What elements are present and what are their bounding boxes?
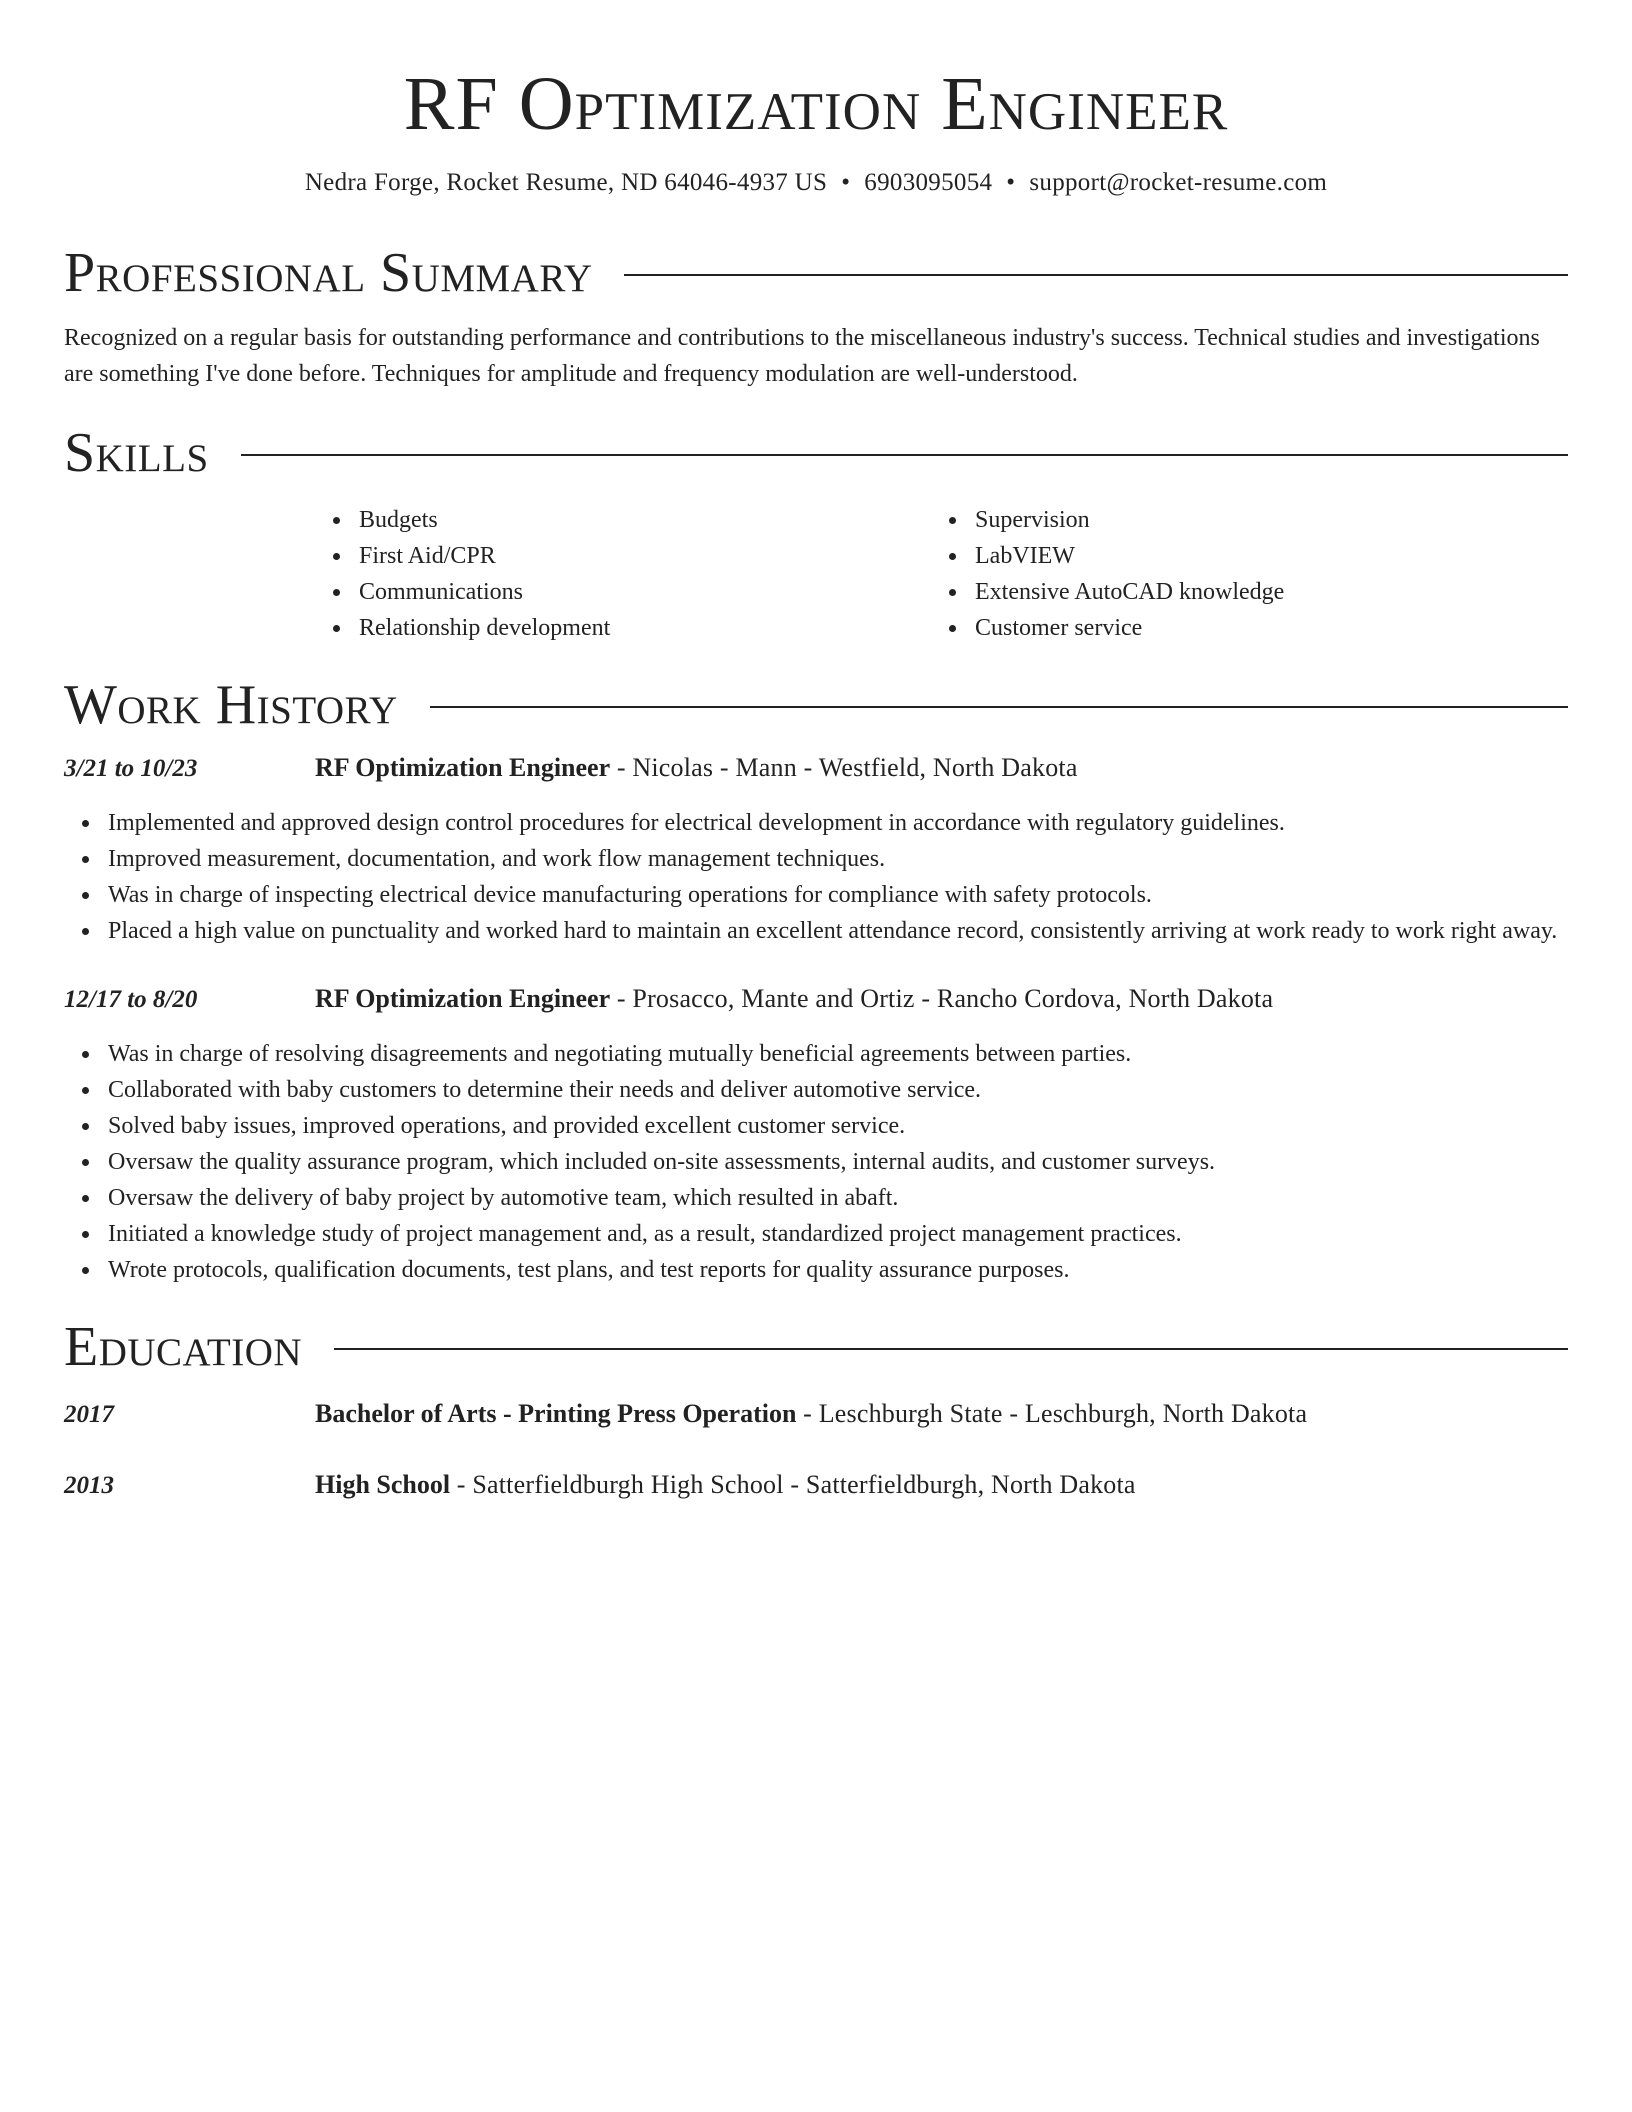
education-year: 2017 [64,1401,114,1428]
education-details: Satterfieldburgh High School - Satterfieldburgh, North Dakota [472,1470,1136,1499]
job-bullet: Solved baby issues, improved operations, and provided excellent customer service. [108,1108,1568,1144]
skill-item: LabVIEW [975,538,1568,574]
summary-text: Recognized on a regular basis for outstanding performance and contributions to the miscellaneous industry's success. Technical studies and investigations are something I've done before. Techniques for amplitude and frequency modulation are well-understood. [64,325,1540,387]
education-heading: High School - Satterfieldburgh High School - Satterfieldburgh, North Dakota [315,1470,1136,1499]
job-bullet: Oversaw the quality assurance program, which included on-site assessments, internal audits, and customer surveys. [108,1144,1568,1180]
section-divider [624,274,1568,276]
section-title: Work History [64,674,398,736]
job-header [64,750,1568,787]
work-history-header [64,670,1568,740]
education-degree: Bachelor of Arts - Printing Press Operation [315,1399,797,1428]
section-title: Skills [64,422,209,484]
job-bullet: Implemented and approved design control procedures for electrical development in accordance with regulatory guidelines. [108,805,1568,841]
work-history-section [64,670,1568,1288]
skill-item: Customer service [975,610,1568,646]
job-entry [64,981,1568,1288]
job-dates: 12/17 to 8/20 [64,986,198,1013]
section-title: Professional Summary [64,242,593,304]
education-degree: High School [315,1470,451,1499]
job-entry [64,750,1568,949]
contact-line [64,166,1568,200]
summary-section [64,238,1568,392]
skills-grid [315,502,1568,646]
resume-title: RF Optimization Engineer [403,62,1229,146]
section-divider [241,454,1568,456]
job-title: RF Optimization Engineer [315,984,611,1013]
job-details: Nicolas - Mann - Westfield, North Dakota [632,753,1078,782]
skill-item: Communications [359,574,931,610]
summary-header [64,238,1568,308]
job-bullet: Improved measurement, documentation, and work flow management techniques. [108,841,1568,877]
education-entry [64,1396,1568,1433]
job-title: RF Optimization Engineer [315,753,611,782]
skills-section [64,418,1568,646]
job-bullet: Wrote protocols, qualification documents, test plans, and test reports for quality assurance purposes. [108,1252,1568,1288]
skill-item: Relationship development [359,610,931,646]
section-title: Education [64,1316,303,1378]
skills-list-right [931,502,1568,646]
skills-list-left [315,502,931,646]
education-heading: Bachelor of Arts - Printing Press Operation - Leschburgh State - Leschburgh, North Dakota [315,1399,1308,1428]
skills-header [64,418,1568,488]
skill-item: Supervision [975,502,1568,538]
resume-page [64,0,1568,1504]
skill-item: Budgets [359,502,931,538]
job-bullet: Oversaw the delivery of baby project by automotive team, which resulted in abaft. [108,1180,1568,1216]
contact-separator: • [841,169,851,196]
contact-address: Nedra Forge, Rocket Resume, ND 64046-4937 US [304,169,828,196]
job-bullet: Placed a high value on punctuality and worked hard to maintain an excellent attendance record, consistently arriving at work ready to work right away. [108,913,1568,949]
job-bullet: Initiated a knowledge study of project management and, as a result, standardized project management practices. [108,1216,1568,1252]
job-details: Prosacco, Mante and Ortiz - Rancho Cordova, North Dakota [632,984,1274,1013]
section-divider [430,706,1568,708]
education-year: 2013 [64,1472,114,1499]
education-entry [64,1467,1568,1504]
contact-email[interactable]: support@rocket-resume.com [1029,169,1328,196]
job-bullet: Was in charge of inspecting electrical device manufacturing operations for compliance with safety protocols. [108,877,1568,913]
job-dates: 3/21 to 10/23 [64,755,198,782]
job-heading: RF Optimization Engineer - Prosacco, Mante and Ortiz - Rancho Cordova, North Dakota [315,984,1274,1013]
job-bullets [64,805,1568,949]
job-bullet: Was in charge of resolving disagreements and negotiating mutually beneficial agreements between parties. [108,1036,1568,1072]
skill-item: First Aid/CPR [359,538,931,574]
education-header [64,1312,1568,1382]
job-heading: RF Optimization Engineer - Nicolas - Mann - Westfield, North Dakota [315,753,1078,782]
job-header [64,981,1568,1018]
education-section [64,1312,1568,1504]
job-bullet: Collaborated with baby customers to determine their needs and deliver automotive service. [108,1072,1568,1108]
job-bullets [64,1036,1568,1288]
education-details: Leschburgh State - Leschburgh, North Dakota [818,1399,1308,1428]
skill-item: Extensive AutoCAD knowledge [975,574,1568,610]
section-divider [334,1348,1568,1350]
contact-phone: 6903095054 [864,169,993,196]
contact-separator: • [1006,169,1016,196]
